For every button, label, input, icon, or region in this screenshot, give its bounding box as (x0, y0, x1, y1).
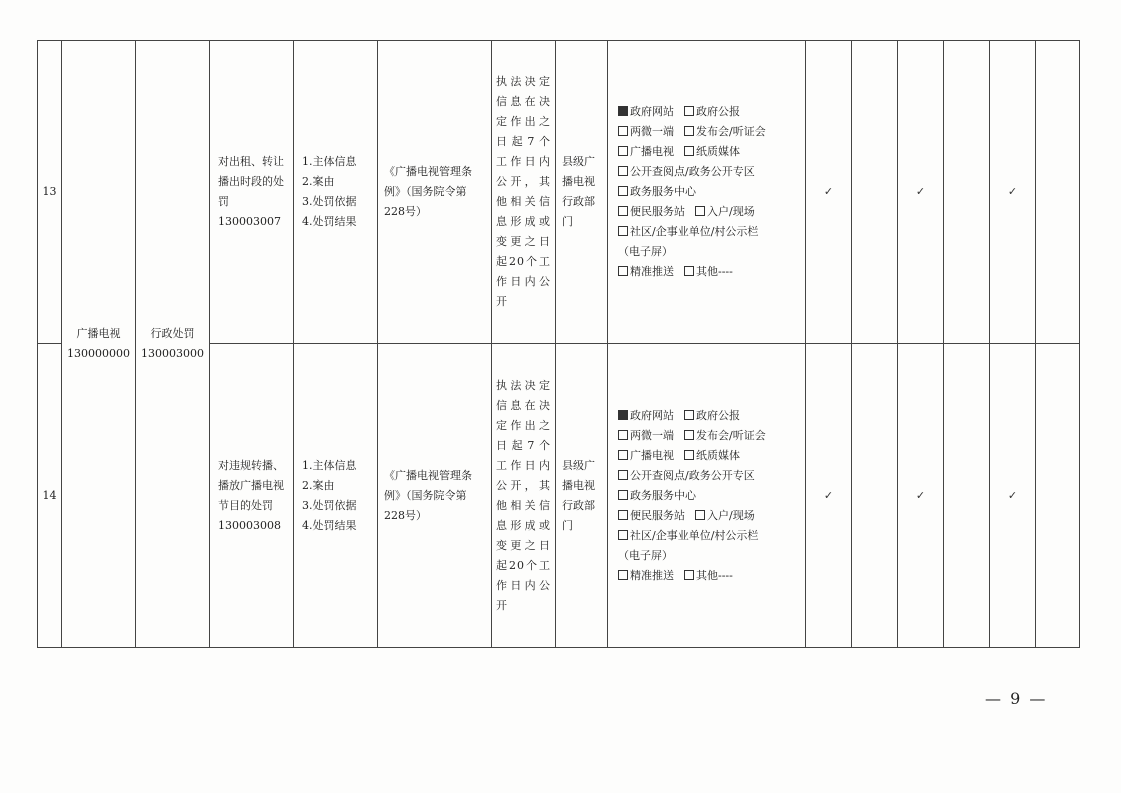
channel-label: 其他---- (696, 265, 733, 278)
channel-label: 公开查阅点/政务公开专区 (630, 165, 755, 178)
mark-cell: ✓ (898, 41, 944, 344)
unchecked-box-icon (618, 530, 628, 540)
unchecked-box-icon (618, 206, 628, 216)
mark-cell: ✓ (806, 41, 852, 344)
mark-cell (852, 344, 898, 648)
mark-cell: ✓ (990, 41, 1036, 344)
unchecked-box-icon (684, 450, 694, 460)
channel-line (618, 526, 795, 546)
basis-cell: 《广播电视管理条例》（国务院令第228号） (378, 344, 492, 648)
unchecked-box-icon (695, 206, 705, 216)
channel-line (618, 182, 795, 202)
channel-label: 社区/企事业单位/村公示栏 (630, 225, 759, 238)
content-line: 3.处罚依据 (302, 498, 357, 512)
channel-label: 政府网站 (630, 408, 674, 422)
unchecked-box-icon (618, 570, 628, 580)
channels-cell (608, 344, 806, 648)
category-cell (136, 41, 210, 648)
channel-line (618, 262, 795, 282)
unchecked-box-icon (684, 410, 694, 420)
checked-box-icon (618, 410, 628, 420)
channel-label: 两微一端 (630, 125, 674, 138)
unchecked-box-icon (618, 450, 628, 460)
channel-label: 政府公报 (696, 408, 740, 422)
unchecked-box-icon (684, 146, 694, 156)
department-name: 广播电视 (76, 327, 121, 340)
channel-line (618, 566, 795, 586)
content-line: 4.处罚结果 (302, 518, 357, 532)
channel-line (618, 222, 795, 242)
unchecked-box-icon (618, 430, 628, 440)
channel-label: 政务服务中心 (630, 488, 696, 502)
channel-label: 发布会/听证会 (696, 125, 766, 138)
channel-line (618, 506, 795, 526)
mark-cell: ✓ (806, 344, 852, 648)
page-number: — 9 — (985, 689, 1048, 708)
basis-cell: 《广播电视管理条例》（国务院令第228号） (378, 41, 492, 344)
mark-cell (1036, 344, 1080, 648)
mark-cell: ✓ (990, 344, 1036, 648)
row-index: 14 (38, 344, 62, 648)
content-cell (294, 344, 378, 648)
channel-line (618, 202, 795, 222)
channel-line (618, 122, 795, 142)
channel-label: （电子屏） (618, 548, 673, 562)
unchecked-box-icon (684, 266, 694, 276)
channel-label: 广播电视 (630, 145, 674, 158)
channel-line (618, 546, 795, 566)
channel-label: 便民服务站 (630, 205, 685, 218)
channel-line (618, 466, 795, 486)
channel-label: 纸质媒体 (696, 145, 740, 158)
item-code: 130003007 (218, 215, 281, 228)
content-line: 3.处罚依据 (302, 195, 357, 208)
content-line: 2.案由 (302, 175, 335, 188)
item-name: 对出租、转让播出时段的处罚 (218, 155, 284, 208)
channel-label: 便民服务站 (630, 508, 685, 522)
unchecked-box-icon (618, 490, 628, 500)
unchecked-box-icon (618, 510, 628, 520)
channel-label: 入户/现场 (707, 508, 755, 522)
content-line: 4.处罚结果 (302, 215, 357, 228)
department-cell (62, 41, 136, 648)
channel-label: 政务服务中心 (630, 185, 696, 198)
channel-line (618, 486, 795, 506)
unchecked-box-icon (684, 430, 694, 440)
term-cell: 执法决定信息在决定作出之日起7个工作日内公开，其他相关信息形成或变更之日起20个工作日内公开 (492, 344, 556, 648)
channels-cell (608, 41, 806, 344)
channel-label: 其他---- (696, 568, 733, 582)
channel-label: 两微一端 (630, 428, 674, 442)
channel-label: 政府网站 (630, 105, 674, 118)
department-code: 130000000 (67, 347, 130, 360)
item-name: 对违规转播、播放广播电视节目的处罚 (218, 458, 284, 512)
channel-label: 发布会/听证会 (696, 428, 766, 442)
channel-label: 社区/企事业单位/村公示栏 (630, 528, 759, 542)
channel-line (618, 162, 795, 182)
unchecked-box-icon (618, 266, 628, 276)
subject-cell: 县级广播电视行政部门 (556, 41, 608, 344)
mark-cell (1036, 41, 1080, 344)
channel-label: 精准推送 (630, 265, 674, 278)
mark-cell: ✓ (898, 344, 944, 648)
item-code: 130003008 (218, 518, 281, 532)
channel-line (618, 102, 795, 122)
table-row (38, 41, 1080, 344)
unchecked-box-icon (618, 166, 628, 176)
channel-line (618, 406, 795, 426)
channel-label: 政府公报 (696, 105, 740, 118)
channel-label: 广播电视 (630, 448, 674, 462)
category-name: 行政处罚 (150, 327, 195, 340)
content-line: 1.主体信息 (302, 155, 357, 168)
content-line: 1.主体信息 (302, 458, 357, 472)
content-cell (294, 41, 378, 344)
channel-label: 入户/现场 (707, 205, 755, 218)
unchecked-box-icon (695, 510, 705, 520)
channel-line (618, 142, 795, 162)
unchecked-box-icon (618, 226, 628, 236)
unchecked-box-icon (618, 186, 628, 196)
checked-box-icon (618, 106, 628, 116)
term-cell: 执法决定信息在决定作出之日起7个工作日内公开，其他相关信息形成或变更之日起20个工作日内公开 (492, 41, 556, 344)
unchecked-box-icon (684, 126, 694, 136)
unchecked-box-icon (618, 146, 628, 156)
channel-line (618, 242, 795, 262)
channel-line (618, 426, 795, 446)
mark-cell (852, 41, 898, 344)
channel-line (618, 446, 795, 466)
item-cell (210, 344, 294, 648)
content-line: 2.案由 (302, 478, 335, 492)
channel-label: 纸质媒体 (696, 448, 740, 462)
subject-cell: 县级广播电视行政部门 (556, 344, 608, 648)
channel-label: 公开查阅点/政务公开专区 (630, 468, 755, 482)
channel-label: （电子屏） (618, 245, 673, 258)
channel-label: 精准推送 (630, 568, 674, 582)
category-code: 130003000 (141, 347, 204, 360)
disclosure-table (37, 40, 1080, 648)
mark-cell (944, 344, 990, 648)
mark-cell (944, 41, 990, 344)
item-cell (210, 41, 294, 344)
row-index: 13 (38, 41, 62, 344)
unchecked-box-icon (684, 106, 694, 116)
unchecked-box-icon (618, 126, 628, 136)
unchecked-box-icon (618, 470, 628, 480)
unchecked-box-icon (684, 570, 694, 580)
